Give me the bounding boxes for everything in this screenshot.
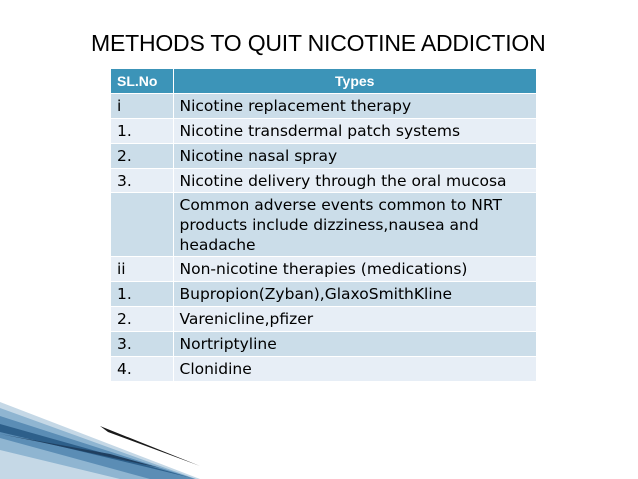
- table-row: [111, 94, 537, 119]
- row-number: 3.: [111, 332, 173, 357]
- row-number: [111, 193, 173, 257]
- slide-title: METHODS TO QUIT NICOTINE ADDICTION: [91, 30, 546, 56]
- row-number: 2.: [111, 144, 173, 169]
- row-number: i: [111, 94, 173, 119]
- table-row: [111, 119, 537, 144]
- row-type: Common adverse events common to NRT products include dizziness,nausea and headache: [173, 193, 537, 257]
- row-type: Nicotine transdermal patch systems: [173, 119, 537, 144]
- table-row: [111, 144, 537, 169]
- table-row: [111, 307, 537, 332]
- row-type: Clonidine: [173, 357, 537, 382]
- table-row: [111, 357, 537, 382]
- row-number: 4.: [111, 357, 173, 382]
- methods-table: [111, 69, 537, 381]
- table-row: [111, 257, 537, 282]
- row-number: 3.: [111, 169, 173, 193]
- header-types: Types: [173, 69, 537, 94]
- row-number: 1.: [111, 282, 173, 307]
- row-type: Nicotine nasal spray: [173, 144, 537, 169]
- table-row: [111, 169, 537, 193]
- header-sl-no: SL.No: [111, 69, 173, 94]
- table-row: [111, 332, 537, 357]
- row-number: 2.: [111, 307, 173, 332]
- table-row: [111, 193, 537, 257]
- row-type: Nicotine delivery through the oral mucosa: [173, 169, 537, 193]
- row-type: Bupropion(Zyban),GlaxoSmithKline: [173, 282, 537, 307]
- corner-swoosh-decoration: [0, 380, 638, 479]
- row-type: Nicotine replacement therapy: [173, 94, 537, 119]
- row-type: Non-nicotine therapies (medications): [173, 257, 537, 282]
- row-number: ii: [111, 257, 173, 282]
- row-number: 1.: [111, 119, 173, 144]
- table-row: [111, 282, 537, 307]
- row-type: Varenicline,pfizer: [173, 307, 537, 332]
- table-header-row: [111, 69, 537, 94]
- row-type: Nortriptyline: [173, 332, 537, 357]
